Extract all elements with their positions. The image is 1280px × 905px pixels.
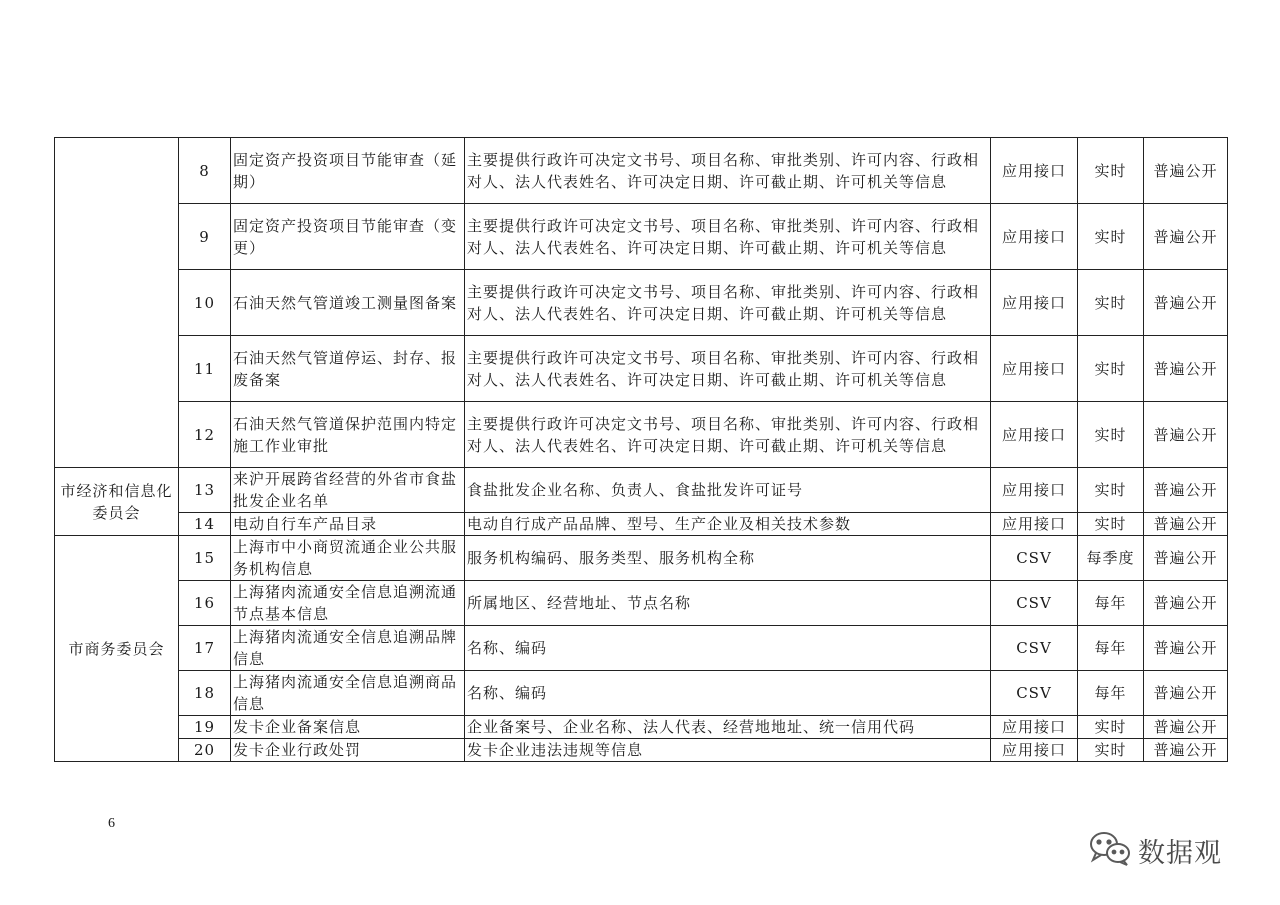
table-row xyxy=(55,513,1228,536)
table-row xyxy=(55,270,1228,336)
item-description: 所属地区、经营地址、节点名称 xyxy=(465,581,991,626)
openness-level: 普遍公开 xyxy=(1144,581,1228,626)
item-name: 来沪开展跨省经营的外省市食盐批发企业名单 xyxy=(231,468,465,513)
item-name: 电动自行车产品目录 xyxy=(231,513,465,536)
table-row xyxy=(55,138,1228,204)
update-frequency: 实时 xyxy=(1078,204,1144,270)
table-row xyxy=(55,626,1228,671)
data-format: 应用接口 xyxy=(991,468,1078,513)
item-name: 石油天然气管道保护范围内特定施工作业审批 xyxy=(231,402,465,468)
item-name: 石油天然气管道竣工测量图备案 xyxy=(231,270,465,336)
item-name: 上海猪肉流通安全信息追溯流通节点基本信息 xyxy=(231,581,465,626)
data-format: CSV xyxy=(991,671,1078,716)
item-description: 主要提供行政许可决定文书号、项目名称、审批类别、许可内容、行政相对人、法人代表姓名、许可决定日期、许可截止期、许可机关等信息 xyxy=(465,336,991,402)
table-row xyxy=(55,336,1228,402)
openness-level: 普遍公开 xyxy=(1144,204,1228,270)
wechat-icon xyxy=(1088,829,1132,871)
update-frequency: 实时 xyxy=(1078,138,1144,204)
openness-level: 普遍公开 xyxy=(1144,468,1228,513)
table-row xyxy=(55,468,1228,513)
openness-level: 普遍公开 xyxy=(1144,402,1228,468)
watermark xyxy=(1088,829,1222,871)
item-description: 主要提供行政许可决定文书号、项目名称、审批类别、许可内容、行政相对人、法人代表姓名、许可决定日期、许可截止期、许可机关等信息 xyxy=(465,402,991,468)
openness-level: 普遍公开 xyxy=(1144,138,1228,204)
openness-level: 普遍公开 xyxy=(1144,270,1228,336)
table-row xyxy=(55,716,1228,739)
update-frequency: 实时 xyxy=(1078,270,1144,336)
openness-level: 普遍公开 xyxy=(1144,336,1228,402)
item-name: 上海市中小商贸流通企业公共服务机构信息 xyxy=(231,536,465,581)
data-format: 应用接口 xyxy=(991,739,1078,762)
table-row xyxy=(55,581,1228,626)
item-description: 主要提供行政许可决定文书号、项目名称、审批类别、许可内容、行政相对人、法人代表姓名、许可决定日期、许可截止期、许可机关等信息 xyxy=(465,270,991,336)
page-number: 6 xyxy=(108,816,115,831)
row-number: 16 xyxy=(179,581,231,626)
openness-level: 普遍公开 xyxy=(1144,739,1228,762)
item-description: 企业备案号、企业名称、法人代表、经营地地址、统一信用代码 xyxy=(465,716,991,739)
item-name: 固定资产投资项目节能审查（变更） xyxy=(231,204,465,270)
row-number: 20 xyxy=(179,739,231,762)
row-number: 10 xyxy=(179,270,231,336)
openness-level: 普遍公开 xyxy=(1144,716,1228,739)
row-number: 8 xyxy=(179,138,231,204)
data-format: CSV xyxy=(991,581,1078,626)
item-description: 电动自行成产品品牌、型号、生产企业及相关技术参数 xyxy=(465,513,991,536)
data-format: 应用接口 xyxy=(991,270,1078,336)
data-format: 应用接口 xyxy=(991,402,1078,468)
update-frequency: 实时 xyxy=(1078,336,1144,402)
table-row xyxy=(55,402,1228,468)
item-description: 名称、编码 xyxy=(465,671,991,716)
table-row xyxy=(55,671,1228,716)
table-row xyxy=(55,536,1228,581)
data-format: CSV xyxy=(991,536,1078,581)
table-row xyxy=(55,739,1228,762)
department-cell: 市商务委员会 xyxy=(55,536,179,762)
update-frequency: 每年 xyxy=(1078,581,1144,626)
row-number: 19 xyxy=(179,716,231,739)
row-number: 13 xyxy=(179,468,231,513)
row-number: 11 xyxy=(179,336,231,402)
update-frequency: 实时 xyxy=(1078,716,1144,739)
row-number: 9 xyxy=(179,204,231,270)
item-name: 石油天然气管道停运、封存、报废备案 xyxy=(231,336,465,402)
row-number: 17 xyxy=(179,626,231,671)
item-description: 食盐批发企业名称、负责人、食盐批发许可证号 xyxy=(465,468,991,513)
item-description: 名称、编码 xyxy=(465,626,991,671)
openness-level: 普遍公开 xyxy=(1144,513,1228,536)
item-description: 主要提供行政许可决定文书号、项目名称、审批类别、许可内容、行政相对人、法人代表姓名、许可决定日期、许可截止期、许可机关等信息 xyxy=(465,138,991,204)
item-name: 上海猪肉流通安全信息追溯品牌信息 xyxy=(231,626,465,671)
item-name: 发卡企业行政处罚 xyxy=(231,739,465,762)
openness-level: 普遍公开 xyxy=(1144,626,1228,671)
data-catalog-table xyxy=(54,137,1228,762)
item-description: 服务机构编码、服务类型、服务机构全称 xyxy=(465,536,991,581)
row-number: 15 xyxy=(179,536,231,581)
update-frequency: 实时 xyxy=(1078,739,1144,762)
table-row xyxy=(55,204,1228,270)
department-cell: 市经济和信息化委员会 xyxy=(55,468,179,536)
update-frequency: 每年 xyxy=(1078,626,1144,671)
item-description: 主要提供行政许可决定文书号、项目名称、审批类别、许可内容、行政相对人、法人代表姓名、许可决定日期、许可截止期、许可机关等信息 xyxy=(465,204,991,270)
department-cell xyxy=(55,138,179,468)
update-frequency: 实时 xyxy=(1078,513,1144,536)
openness-level: 普遍公开 xyxy=(1144,536,1228,581)
row-number: 14 xyxy=(179,513,231,536)
row-number: 18 xyxy=(179,671,231,716)
item-name: 固定资产投资项目节能审查（延期） xyxy=(231,138,465,204)
data-format: 应用接口 xyxy=(991,513,1078,536)
update-frequency: 实时 xyxy=(1078,468,1144,513)
item-name: 上海猪肉流通安全信息追溯商品信息 xyxy=(231,671,465,716)
data-format: 应用接口 xyxy=(991,204,1078,270)
openness-level: 普遍公开 xyxy=(1144,671,1228,716)
update-frequency: 每年 xyxy=(1078,671,1144,716)
row-number: 12 xyxy=(179,402,231,468)
data-format: 应用接口 xyxy=(991,336,1078,402)
data-format: 应用接口 xyxy=(991,716,1078,739)
item-description: 发卡企业违法违规等信息 xyxy=(465,739,991,762)
item-name: 发卡企业备案信息 xyxy=(231,716,465,739)
update-frequency: 每季度 xyxy=(1078,536,1144,581)
data-format: 应用接口 xyxy=(991,138,1078,204)
data-format: CSV xyxy=(991,626,1078,671)
update-frequency: 实时 xyxy=(1078,402,1144,468)
watermark-text: 数据观 xyxy=(1138,837,1222,869)
